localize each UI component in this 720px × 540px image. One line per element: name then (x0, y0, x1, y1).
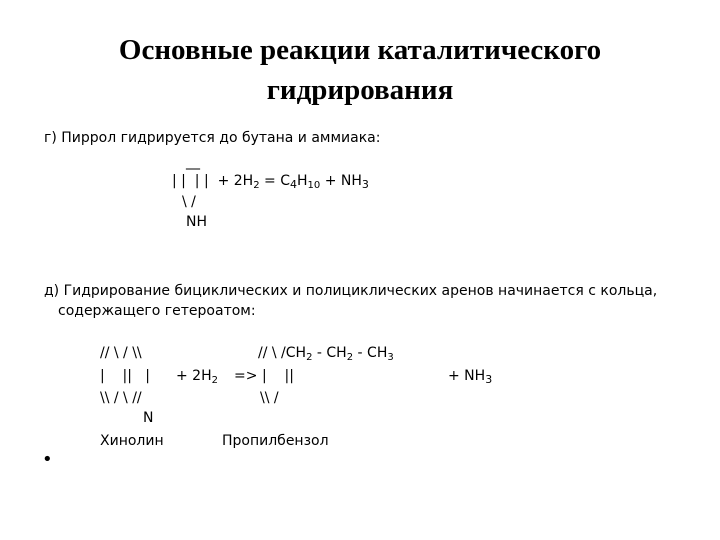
title-line-1: Основные реакции каталитического (118, 34, 602, 66)
reaction-plus-nh3 (448, 368, 492, 386)
reaction-plus-2h (176, 368, 218, 386)
prod-ch2: - CH (312, 345, 347, 361)
propylbenzene-row-1 (258, 345, 394, 363)
slide-title (0, 30, 720, 110)
prod-ring-ch: // \ /CH (258, 345, 307, 361)
sub-3d: 3 (485, 373, 493, 386)
section-g-text: г) Пиррол гидрируется до бутана и аммиака: (44, 130, 381, 146)
sub-2d: 2 (211, 375, 218, 386)
section-d-line-2: содержащего гетероатом: (58, 303, 256, 319)
pyrrole-ring-bottom: \ / (182, 194, 196, 210)
propylbenzene-row-3: \\ / (260, 390, 279, 406)
propylbenzene-row-2: | || (262, 368, 294, 384)
eq-plus-nh: + NH (324, 173, 362, 189)
sub-10: 10 (307, 180, 321, 191)
quinoline-row-2: | || | (100, 368, 151, 384)
eq-h: H (297, 173, 308, 189)
quinoline-row-1: // \ / \\ (100, 345, 142, 361)
quinoline-name: Хинолин (100, 433, 164, 449)
propylbenzene-name: Пропилбензол (222, 433, 329, 449)
quinoline-n-label: N (143, 410, 154, 426)
sub-3c: 3 (387, 352, 394, 363)
pyrrole-equation (172, 173, 369, 191)
sub-3: 3 (361, 178, 369, 191)
title-line-2: гидрирования (266, 74, 454, 106)
plus-nh: + NH (448, 368, 486, 384)
section-d-line-1: д) Гидрирование бициклических и полициклических аренов начинается с кольца, (44, 283, 658, 299)
quinoline-row-3: \\ / \ // (100, 390, 142, 406)
reaction-arrow: => (234, 368, 258, 384)
pyrrole-ring-mid: | | | | (172, 173, 209, 189)
sub-2: 2 (253, 180, 260, 191)
sub-2c: 2 (346, 352, 354, 363)
prod-ch3: - CH (353, 345, 388, 361)
sub-2b: 2 (306, 352, 313, 363)
pyrrole-ring-top: __ (186, 154, 200, 170)
eq-equals-c: = C (264, 173, 290, 189)
pyrrole-nh-label: NH (186, 214, 207, 230)
bullet-point: • (42, 449, 53, 470)
eq-plus-2h: + 2H (217, 173, 254, 189)
sub-4: 4 (290, 178, 297, 191)
plus-2h: + 2H (176, 368, 212, 384)
